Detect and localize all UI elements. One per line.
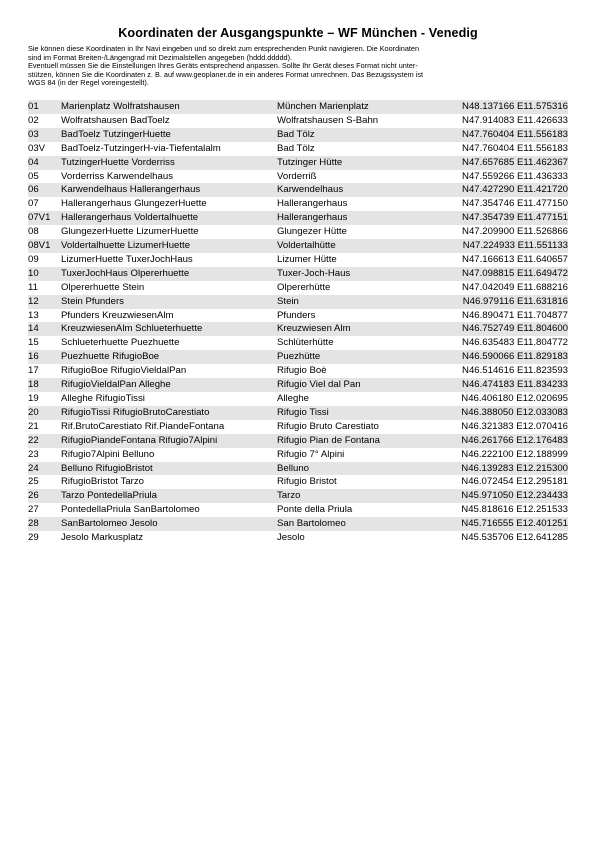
coordinates-cell: N47.354739 E11.477151 (435, 211, 568, 225)
stage-number-cell: 08 (28, 226, 39, 238)
table-row (28, 434, 568, 448)
stage-number-cell: 07 (28, 198, 39, 210)
coordinates-cell: N47.559266 E11.436333 (462, 170, 568, 182)
table-row (28, 420, 568, 434)
coordinates-cell: N47.224933 E11.551133 (435, 239, 568, 253)
stage-name-cell: Alleghe RifugioTissi (61, 393, 145, 404)
coordinates-cell: N47.098815 E11.649472 (435, 267, 568, 281)
coordinates-cell: N47.042049 E11.688216 (462, 281, 568, 293)
stage-name-cell: Hallerangerhaus Voldertalhuette (61, 211, 277, 225)
coordinates-cell: N46.072454 E12.295181 (461, 476, 568, 488)
coordinates-cell: N47.427290 E11.421720 (435, 183, 568, 197)
start-point-cell: Lizumer Hütte (277, 253, 337, 265)
stage-name-cell: GlungezerHuette LizumerHuette (61, 226, 199, 238)
start-point-cell: München Marienplatz (277, 100, 435, 114)
table-row (28, 267, 568, 281)
start-point-cell: Rifugio Tissi (277, 406, 435, 420)
start-point-cell: Vorderriß (277, 170, 317, 182)
coordinates-cell: N47.166613 E11.640657 (462, 253, 568, 265)
start-point-cell: Jesolo (277, 532, 305, 544)
stage-name-cell: Wolfratshausen BadToelz (61, 114, 170, 126)
coordinates-cell: N45.818616 E12.251533 (461, 504, 568, 516)
stage-number-cell: 09 (28, 253, 39, 265)
stage-number-cell: 24 (28, 462, 61, 476)
table-row (28, 406, 568, 420)
table-row (28, 211, 568, 225)
stage-number-cell: 22 (28, 434, 61, 448)
intro-line: Eventuell müssen Sie die Einstellungen Ihres Geräts entsprechend anpassen. Sollte Ihr Gerät dieses Format nicht unter- (28, 61, 418, 71)
stage-name-cell: KreuzwiesenAlm Schlueterhuette (61, 322, 277, 336)
stage-name-cell: Karwendelhaus Hallerangerhaus (61, 183, 277, 197)
start-point-cell: Tutzinger Hütte (277, 156, 435, 170)
start-point-cell: Rifugio 7° Alpini (277, 448, 345, 460)
stage-number-cell: 01 (28, 100, 61, 114)
page-title: Koordinaten der Ausgangspunkte – WF München - Venedig (118, 26, 478, 40)
coordinates-cell: N45.535706 E12.641285 (461, 532, 568, 544)
stage-name-cell: Olpererhuette Stein (61, 281, 145, 293)
stage-name-cell: Stein Pfunders (61, 295, 277, 309)
stage-number-cell: 14 (28, 322, 61, 336)
stage-name-cell: RifugioBoe RifugioVieldalPan (61, 365, 187, 377)
stage-name-cell: LizumerHuette TuxerJochHaus (61, 253, 193, 265)
start-point-cell: Ponte della Priula (277, 504, 353, 516)
coordinates-cell: N46.474183 E11.834233 (435, 378, 568, 392)
stage-name-cell: RifugioVieldalPan Alleghe (61, 378, 277, 392)
table-row (28, 392, 568, 406)
start-point-cell: Puezhütte (277, 350, 435, 364)
coordinates-cell: N46.979116 E11.631816 (435, 295, 568, 309)
stage-number-cell: 16 (28, 350, 61, 364)
start-point-cell: Rifugio Bristot (277, 476, 337, 488)
stage-number-cell: 17 (28, 365, 39, 377)
table-row (28, 489, 568, 503)
start-point-cell: Tuxer-Joch-Haus (277, 267, 435, 281)
coordinates-cell: N46.514616 E11.823593 (462, 365, 568, 377)
start-point-cell: Rifugio Viel dal Pan (277, 378, 435, 392)
stage-number-cell: 08V1 (28, 239, 61, 253)
table-row (28, 475, 568, 489)
intro-line: WGS 84 (in der Regel voreingestellt). (28, 78, 149, 88)
coordinates-cell: N47.914083 E11.426633 (462, 114, 568, 126)
table-row (28, 378, 568, 392)
stage-name-cell: RifugioBristot Tarzo (61, 476, 145, 488)
start-point-cell: Stein (277, 295, 435, 309)
stage-number-cell: 18 (28, 378, 61, 392)
start-point-cell: San Bartolomeo (277, 517, 435, 531)
start-point-cell: Karwendelhaus (277, 183, 435, 197)
table-row (28, 197, 568, 211)
intro-line: stützen, können Sie die Koordinaten z. B. auf www.geoplaner.de in ein anderes Format umrechnen. Das Bezugssystem ist (28, 69, 424, 79)
stage-name-cell: Rifugio7Alpini Belluno (61, 448, 155, 460)
stage-name-cell: Belluno RifugioBristot (61, 462, 277, 476)
stage-name-cell: Rif.BrutoCarestiato Rif.PiandeFontana (61, 420, 225, 432)
stage-number-cell: 21 (28, 420, 39, 432)
stage-number-cell: 27 (28, 504, 39, 516)
start-point-cell: Schlüterhütte (277, 337, 334, 349)
stage-number-cell: 06 (28, 183, 61, 197)
table-row (28, 503, 568, 517)
stage-number-cell: 03 (28, 128, 61, 142)
table-row (28, 531, 568, 545)
coordinates-cell: N46.635483 E11.804772 (462, 337, 568, 349)
table-row (28, 448, 568, 462)
coordinates-cell: N48.137166 E11.575316 (435, 100, 568, 114)
coordinates-cell: N46.139283 E12.215300 (435, 462, 568, 476)
document-page (28, 26, 568, 545)
table-row (28, 170, 568, 184)
start-point-cell: Pfunders (277, 309, 316, 321)
table-row (28, 295, 568, 309)
coordinates-cell: N46.321383 E12.070416 (461, 420, 568, 432)
stage-name-cell: Vorderriss Karwendelhaus (61, 170, 173, 182)
table-row (28, 225, 568, 239)
start-point-cell: Bad Tölz (277, 128, 435, 142)
stage-name-cell: RifugioTissi RifugioBrutoCarestiato (61, 406, 277, 420)
stage-number-cell: 07V1 (28, 211, 61, 225)
coordinates-cell: N47.760404 E11.556183 (435, 128, 568, 142)
table-row (28, 156, 568, 170)
stage-name-cell: SanBartolomeo Jesolo (61, 517, 277, 531)
table-row (28, 100, 568, 114)
start-point-cell: Belluno (277, 462, 435, 476)
table-row (28, 114, 568, 128)
stage-number-cell: 25 (28, 476, 39, 488)
coordinates-cell: N45.971050 E12.234433 (435, 489, 568, 503)
stage-name-cell: Marienplatz Wolfratshausen (61, 100, 277, 114)
stage-number-cell: 15 (28, 337, 39, 349)
stage-name-cell: BadToelz-TutzingerH-via-Tiefentalalm (61, 142, 221, 154)
start-point-cell: Rifugio Pian de Fontana (277, 434, 435, 448)
coordinates-cell: N47.657685 E11.462367 (435, 156, 568, 170)
coordinates-cell: N46.406180 E12.020695 (461, 393, 568, 404)
start-point-cell: Bad Tölz (277, 142, 315, 154)
table-row (28, 309, 568, 323)
coordinates-cell: N47.354746 E11.477150 (462, 198, 568, 210)
stage-number-cell: 02 (28, 114, 39, 126)
coordinates-cell: N46.890471 E11.704877 (462, 309, 568, 321)
coordinates-table (28, 100, 568, 545)
table-row (28, 350, 568, 364)
stage-number-cell: 03V (28, 142, 46, 154)
stage-name-cell: Pfunders KreuzwiesenAlm (61, 309, 174, 321)
start-point-cell: Voldertalhütte (277, 239, 435, 253)
stage-number-cell: 20 (28, 406, 61, 420)
start-point-cell: Hallerangerhaus (277, 198, 348, 210)
stage-number-cell: 11 (28, 281, 38, 293)
stage-number-cell: 12 (28, 295, 61, 309)
table-row (28, 281, 568, 295)
table-row (28, 183, 568, 197)
coordinates-cell: N46.590066 E11.829183 (435, 350, 568, 364)
stage-name-cell: BadToelz TutzingerHuette (61, 128, 277, 142)
stage-name-cell: TutzingerHuette Vorderriss (61, 156, 277, 170)
table-row (28, 322, 568, 336)
stage-name-cell: Puezhuette RifugioBoe (61, 350, 277, 364)
stage-number-cell: 10 (28, 267, 61, 281)
stage-number-cell: 19 (28, 393, 39, 404)
coordinates-cell: N46.222100 E12.188999 (461, 448, 568, 460)
stage-name-cell: Schlueterhuette Puezhuette (61, 337, 180, 349)
start-point-cell: Tarzo (277, 489, 435, 503)
coordinates-cell: N46.388050 E12.033083 (435, 406, 568, 420)
intro-line: sind im Format Breiten-/Längengrad mit Dezimalstellen angegeben (hddd.ddddd). (28, 52, 293, 62)
stage-name-cell: RifugioPiandeFontana Rifugio7Alpini (61, 434, 277, 448)
intro-paragraph (28, 45, 568, 88)
coordinates-cell: N45.716555 E12.401251 (435, 517, 568, 531)
start-point-cell: Hallerangerhaus (277, 211, 435, 225)
start-point-cell: Wolfratshausen S-Bahn (277, 114, 379, 126)
table-row (28, 128, 568, 142)
coordinates-cell: N46.261766 E12.176483 (435, 434, 568, 448)
start-point-cell: Rifugio Boè (277, 365, 327, 377)
table-row (28, 239, 568, 253)
stage-number-cell: 28 (28, 517, 61, 531)
stage-number-cell: 04 (28, 156, 61, 170)
start-point-cell: Glungezer Hütte (277, 226, 347, 238)
stage-number-cell: 29 (28, 532, 39, 544)
stage-number-cell: 26 (28, 489, 61, 503)
stage-name-cell: PontedellaPriula SanBartolomeo (61, 504, 200, 516)
stage-name-cell: Hallerangerhaus GlungezerHuette (61, 198, 207, 210)
coordinates-cell: N46.752749 E11.804600 (435, 322, 568, 336)
table-row (28, 364, 568, 378)
start-point-cell: Alleghe (277, 393, 310, 404)
table-row (28, 142, 568, 156)
stage-number-cell: 23 (28, 448, 39, 460)
stage-number-cell: 05 (28, 170, 39, 182)
intro-line: Sie können diese Koordinaten in Ihr Navi eingeben und so direkt zum entsprechenden Punkt navigieren. Die Koordinaten (28, 44, 420, 53)
stage-name-cell: TuxerJochHaus Olpererhuette (61, 267, 277, 281)
table-row (28, 517, 568, 531)
stage-name-cell: Voldertalhuette LizumerHuette (61, 239, 277, 253)
coordinates-cell: N47.209900 E11.526866 (462, 226, 568, 238)
table-row (28, 462, 568, 476)
stage-number-cell: 13 (28, 309, 39, 321)
stage-name-cell: Tarzo PontedellaPriula (61, 489, 277, 503)
table-row (28, 336, 568, 350)
coordinates-cell: N47.760404 E11.556183 (462, 142, 568, 154)
stage-name-cell: Jesolo Markusplatz (61, 532, 144, 544)
start-point-cell: Kreuzwiesen Alm (277, 322, 435, 336)
table-row (28, 253, 568, 267)
start-point-cell: Olpererhütte (277, 281, 331, 293)
start-point-cell: Rifugio Bruto Carestiato (277, 420, 379, 432)
